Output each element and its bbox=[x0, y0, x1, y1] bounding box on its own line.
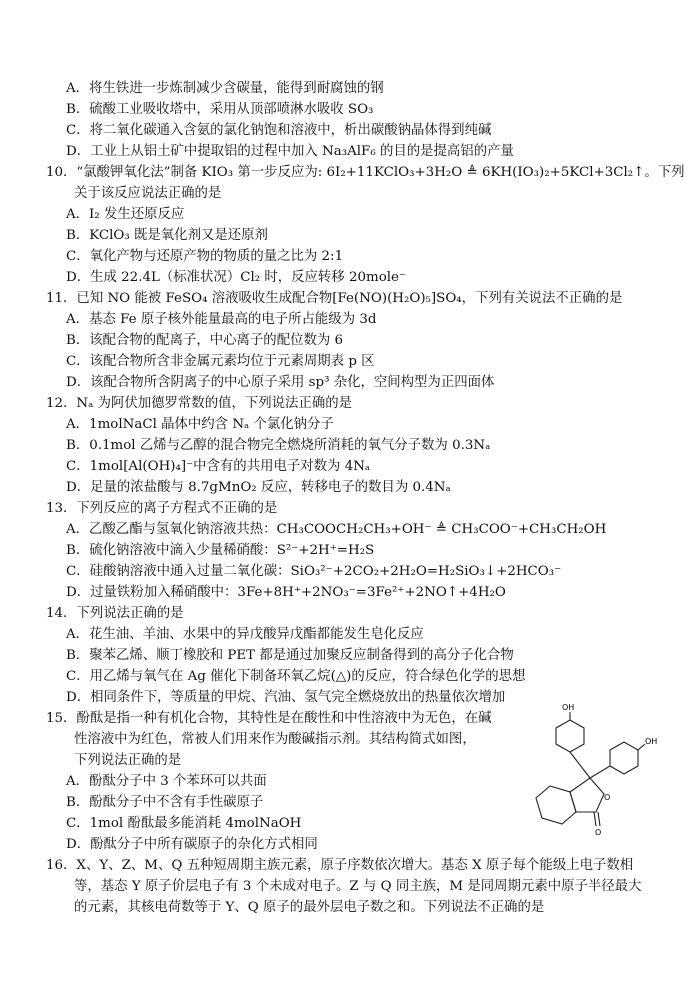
upper-phenol-ring bbox=[556, 720, 584, 752]
option-line: B．KClO₃ 既是氧化剂又是还原剂 bbox=[66, 228, 268, 243]
phenolphthalein-structure bbox=[512, 700, 662, 850]
question-stem: 15．酚酞是指一种有机化合物，其特性是在酸性和中性溶液中为无色，在碱 bbox=[46, 711, 492, 726]
option-line: D．足量的浓盐酸与 8.7gMnO₂ 反应，转移电子的数目为 0.4Nₐ bbox=[66, 480, 451, 495]
option-line: B．硫化钠溶液中滴入少量稀硝酸：S²⁻+2H⁺=H₂S bbox=[66, 543, 375, 558]
option-line: A．酚酞分子中 3 个苯环可以共面 bbox=[66, 774, 267, 789]
option-line: C．氧化产物与还原产物的物质的量之比为 2:1 bbox=[66, 249, 344, 264]
option-line: B．0.1mol 乙烯与乙醇的混合物完全燃烧所消耗的氧气分子数为 0.3Nₐ bbox=[66, 438, 491, 453]
o-label-carbonyl: O bbox=[595, 828, 602, 837]
question-stem: 12．Nₐ 为阿伏加德罗常数的值，下列说法正确的是 bbox=[46, 396, 352, 411]
option-line: A．将生铁进一步炼制减少含碳量，能得到耐腐蚀的钢 bbox=[66, 81, 384, 96]
option-line: C．该配合物所含非金属元素均位于元素周期表 p 区 bbox=[66, 354, 375, 369]
option-line: C．用乙烯与氧气在 Ag 催化下制备环氧乙烷(△)的反应，符合绿色化学的思想 bbox=[66, 669, 526, 684]
question-stem: 14．下列说法正确的是 bbox=[46, 606, 184, 621]
question-stem-cont: 性溶液中为红色，常被人们用来作为酸碱指示剂。其结构简式如图， bbox=[74, 732, 476, 747]
question-stem: 10．“氯酸钾氧化法”制备 KIO₃ 第一步反应为: 6I₂+11KClO₃+3H₂O ≜ 6KH(IO₃)₂+5KCl+3Cl₂↑。下列 bbox=[46, 165, 685, 180]
option-line: C．1mol[Al(OH)₄]⁻中含有的共用电子对数为 4Nₐ bbox=[66, 459, 371, 474]
option-line: D．酚酞分子中所有碳原子的杂化方式相同 bbox=[66, 837, 318, 852]
option-line: C．将二氧化碳通入含氨的氯化钠饱和溶液中，析出碳酸钠晶体得到纯碱 bbox=[66, 123, 492, 138]
question-stem: 13．下列反应的离子方程式不正确的是 bbox=[46, 501, 278, 516]
right-phenol-ring bbox=[610, 742, 638, 774]
option-line: A．I₂ 发生还原反应 bbox=[66, 207, 185, 222]
option-line: C．硅酸钠溶液中通入过量二氧化碳：SiO₃²⁻+2CO₂+2H₂O=H₂SiO₃↓+2HCO₃⁻ bbox=[66, 564, 562, 579]
option-line: B．硫酸工业吸收塔中，采用从顶部喷淋水吸收 SO₃ bbox=[66, 102, 374, 117]
option-line: A．花生油、羊油、水果中的异戊酸异戊酯都能发生皂化反应 bbox=[66, 627, 424, 642]
option-line: D．工业上从铝土矿中提取铝的过程中加入 Na₃AlF₆ 的目的是提高铝的产量 bbox=[66, 144, 514, 159]
option-line: B．该配合物的配离子，中心离子的配位数为 6 bbox=[66, 333, 344, 348]
option-line: A．基态 Fe 原子核外能量最高的电子所占能级为 3d bbox=[66, 312, 377, 327]
oh-label-right: OH bbox=[645, 737, 658, 746]
question-stem: 16．X、Y、Z、M、Q 五种短周期主族元素，原子序数依次增大。基态 X 原子每个能级上电子数相 bbox=[46, 858, 634, 873]
option-line: C．1mol 酚酞最多能消耗 4molNaOH bbox=[66, 816, 302, 831]
question-stem-cont: 的元素，其核电荷数等于 Y、Q 原子的最外层电子数之和。下列说法不正确的是 bbox=[74, 900, 545, 915]
option-line: A．乙酸乙酯与氢氧化钠溶液共热：CH₃COOCH₂CH₃+OH⁻ ≜ CH₃COO⁻+CH₃CH₂OH bbox=[66, 522, 607, 537]
option-line: B．聚苯乙烯、顺丁橡胶和 PET 都是通过加聚反应制备得到的高分子化合物 bbox=[66, 648, 514, 663]
benzo-ring bbox=[536, 786, 576, 824]
question-stem: 11．已知 NO 能被 FeSO₄ 溶液吸收生成配合物[Fe(NO)(H₂O)₅]SO₄，下列有关说法不正确的是 bbox=[46, 291, 623, 306]
option-line: D．相同条件下，等质量的甲烷、汽油、氢气完全燃烧放出的热量依次增加 bbox=[66, 690, 506, 705]
question-stem-cont: 下列说法正确的是 bbox=[74, 753, 182, 768]
option-line: D．该配合物所含阴离子的中心原子采用 sp³ 杂化，空间构型为正四面体 bbox=[66, 375, 495, 390]
option-line: D．生成 22.4L（标准状况）Cl₂ 时，反应转移 20mole⁻ bbox=[66, 270, 407, 285]
oh-label-top: OH bbox=[562, 703, 575, 712]
question-stem-cont: 关于该反应说法正确的是 bbox=[74, 186, 222, 201]
question-stem-cont: 等，基态 Y 原子价层电子有 3 个未成对电子。Z 与 Q 同主族，M 是同周期元素中原子半径最大 bbox=[74, 879, 642, 894]
o-label-ring: O bbox=[604, 793, 611, 802]
lactone-ring bbox=[570, 778, 604, 812]
option-line: A．1molNaCl 晶体中约含 Nₐ 个氯化钠分子 bbox=[66, 417, 334, 432]
option-line: D．过量铁粉加入稀硝酸中：3Fe+8H⁺+2NO₃⁻=3Fe²⁺+2NO↑+4H₂O bbox=[66, 585, 506, 600]
option-line: B．酚酞分子中不含有手性碳原子 bbox=[66, 795, 264, 810]
